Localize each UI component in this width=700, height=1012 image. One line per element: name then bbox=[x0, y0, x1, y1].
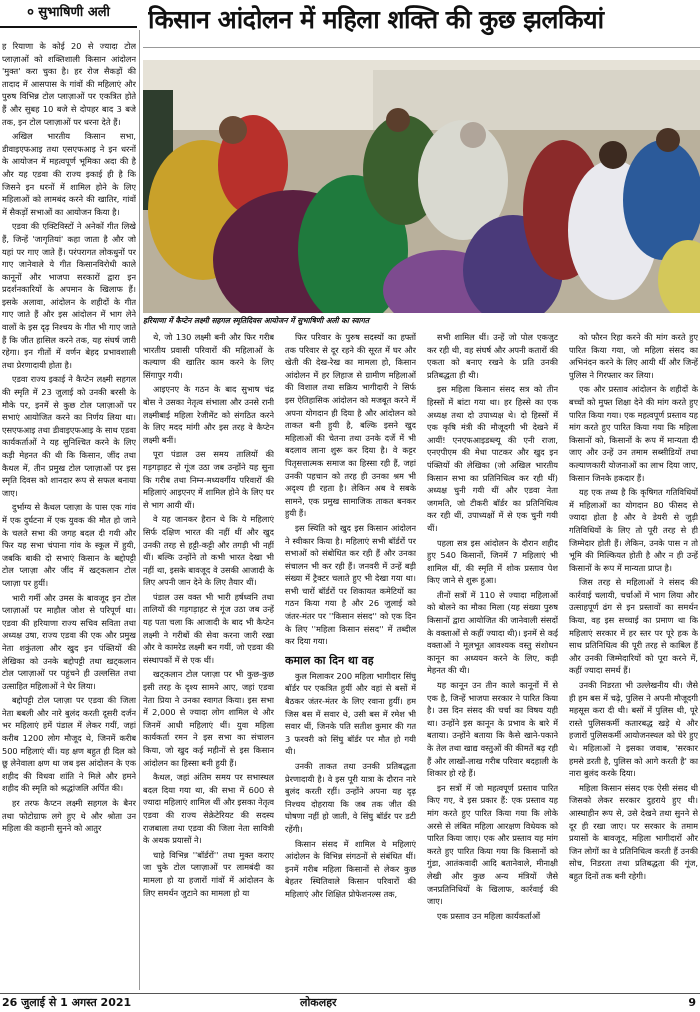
article-paragraph: भारी गर्मी और उमस के बावजूद इन टोल प्लाज़ाओं पर माहौल जोश से परिपूर्ण था। एडवा की हरियाणा राज्य सचिव सविता तथा अध्यक्ष उषा, राज्य एडवा की एक और प्रमुख नेता शकुंतला और खुद इन पंक्तियों की लेखिका को उनके बद्दोपट्टी तथा खट्कलान टोल प्लाज़ाओं पर पहुंचने ही उल्लसित तथा उत्साहित महिलाओं ने घेर लिया। bbox=[2, 592, 136, 691]
article-column-1 bbox=[2, 40, 136, 990]
article-paragraph: पहला सत्र इस आंदोलन के दौरान शहीद हुए 540 किसानों, जिनमें 7 महिलाएं भी शामिल थीं, की स्मृति में शोक प्रस्ताव पेश किए जाने से शुरू हुआ। bbox=[427, 537, 558, 586]
article-paragraph: इस स्थिति को खुद इस किसान आंदोलन ने स्वीकार किया है। महिलाएं सभी बॉर्डरों पर सभाओं को संबोधित कर रही हैं और उनका संचालन भी कर रही हैं। जनवरी में उन्हें बड़ी संख्या में ट्रैक्टर चलाते हुए भी देखा गया था। सभी चारों बॉर्डरों पर शिकायत कमेटियों का गठन किया गया है और 26 जुलाई को जंतर-मंतर पर ''किसान संसद'' को एक दिन के लिए ''महिला किसान संसद'' में तब्दील कर दिया गया। bbox=[285, 522, 416, 647]
article-paragraph: यह कानून उन तीन काले कानूनों में से एक है, जिन्हें भाजपा सरकार ने पारित किया है। उस दिन संसद की चर्चा का विषय यही था। उन्होंने इस कानून के प्रभाव के बारे में बताया। उन्होंने बताया कि कैसे खाने-पकाने के तेल तथा खाद्य वस्तुओं की कीमतें बढ़ रही हैं और लाखों-लाख गरीब परिवार बदहाली के शिकार हो रहे हैं। bbox=[427, 680, 558, 779]
article-paragraph: एक प्रस्ताव उन महिला कार्यकर्ताओं bbox=[437, 910, 541, 921]
article-paragraph: तीनों सत्रों में 110 से ज्यादा महिलाओं को बोलने का मौका मिला (यह संख्या पुरुष किसानों द्वारा आयोजित की जानेवाली संसदों के वक्ताओं से कहीं ज्यादा थी)। इनमें से कई वक्ताओं ने मूलभूत आवश्यक वस्तु संशोधन कानून का अध्ययन करने के लिए, कड़ी मेहनत की थी। bbox=[427, 589, 558, 676]
article-paragraph: उनकी ताकत तथा उनकी प्रतिबद्धता प्रेरणादायी है। वे इस पूरी यात्रा के दौरान नारे बुलंद करती रहीं। उन्होंने अपना यह दृढ़ निश्चय दोहराया कि जब तक जीत की घोषणा नहीं हो जाती, वे सिंघु बॉर्डर पर डटी रहेंगी। bbox=[285, 761, 416, 834]
article-paragraph: खट्कलान टोल प्लाज़ा पर भी कुछ-कुछ इसी तरह के दृश्य सामने आए, जहां एडवा नेता प्रिया ने उनका स्वागत किया। इस सभा में 2,000 से ज्यादा लोग शामिल थे और जिनमें आधी महिलाएं थीं। युवा महिला कार्यकर्ता रमन ने इस सभा का संचालन किया, जो खुद कई महीनों से इस किसान आंदोलन का हिस्सा बनी हुयी हैं। bbox=[143, 669, 274, 768]
article-paragraph: आइएनए के गठन के बाद सुभाष चंद्र बोस ने उसका नेतृत्व संभाला और उनसे रानी लक्ष्मीबाई महिला रेजीमेंट को संगठित करने के लिए मदद मांगी और इस तरह वे कैप्टेन लक्ष्मी बनीं। bbox=[143, 384, 274, 445]
article-paragraph: कैथल, जहां अंतिम समय पर सभास्थल बदल दिया गया था, की सभा में 600 से ज्यादा महिलाएं शामिल थीं और इसका नेतृत्व एडवा की राज्य सेक्रेटेरियट की सदस्य राजबाला तथा एडवा की जिला नेता सावित्री के अथक प्रयासों ने। bbox=[143, 772, 274, 846]
article-paragraph: बद्दोपट्टी टोल प्लाज़ा पर एडवा की जिला नेता बबली और नारे बुलंद करती दूसरी दर्जन भर महिलाएं हमें पंडाल में लेकर गयीं, जहां करीब 1200 लोग मौजूद थे, जिनमें करीब 500 महिलाएं थीं। यह क्षण बहुत ही दिल को छू लेनेवाला क्षण था जब इस आंदोलन के एक शहीद की विधवा शांति ने मिले और हमने शहीद की स्मृति को श्रद्धांजलि अर्पित की। bbox=[2, 695, 136, 794]
column-divider bbox=[139, 30, 140, 990]
publication-name: लोकलहर bbox=[300, 996, 337, 1009]
article-paragraph: जिस तरह से महिलाओं ने संसद की कार्रवाई चलायी, चर्चाओं में भाग लिया और उत्साहपूर्ण ढंग से इन प्रस्तावों का समर्थन किया, वह इस सच्चाई का प्रमाण था कि महिलाएं सरकार में हर स्तर पर पूरे हक के साथ प्रतिनिधित्व की पूरी तरह से काबिल हैं और उनकी जिम्मेदारियों को पूरा करने में, कहीं ज्यादा समर्थ हैं। bbox=[569, 577, 698, 676]
article-paragraph: वे यह जानकर हैरान थे कि ये महिलाएं सिर्फ दक्षिण भारत की नहीं थीं और खुद उनकी तरह से हट्टी-कट्टी और तगड़ी भी नहीं थीं। बल्कि उन्होंने तो कभी भारत देखा भी नहीं था, इसके बावजूद वे उसकी आजादी के लिए अपनी जान देने के लिए तैयार थीं। bbox=[143, 514, 274, 588]
section-label: ० सुभाषिणी अली bbox=[0, 0, 137, 28]
article-paragraph: उनकी निडरता भी उल्लेखनीय थी। जैसे ही हम बस में चढ़े, पुलिस ने अपनी मौजूदगी महसूस करा दी थी। बसों में पुलिस थी, पूरे रास्ते पुलिसकर्मी कतारबद्ध खड़े थे और हजारों पुलिसकर्मी आयोजनस्थल को घेरे हुए थे। महिलाओं ने इसका जवाब, 'सरकार हमसे डरती है, पुलिस को आगे करती है' का नारा बुलंद करके दिया। bbox=[569, 680, 698, 779]
article-paragraph: किसान संसद में शामिल ये महिलाएं आंदोलन के विभिन्न संगठनों से संबंधित थीं। इनमें गरीब महिला किसानों से लेकर कुछ बेहतर स्थितिवाले किसान परिवारों की महिलाएं और शिक्षित प्रोफेशनल्स तक, bbox=[285, 838, 416, 899]
article-paragraph: हर तरफ कैप्टन लक्ष्मी सहगल के बैनर तथा फोटोग्राफ लगे हुए थे और श्रोता उन महिला की कहानी सुनने को आतुर bbox=[2, 798, 136, 834]
headline: किसान आंदोलन में महिला शक्ति की कुछ झलकियां bbox=[148, 5, 604, 34]
article-column-5 bbox=[569, 331, 698, 991]
subheading: कमाल का दिन था वह bbox=[285, 653, 374, 667]
article-paragraph: एडवा राज्य इकाई ने कैप्टेन लक्ष्मी सहगल की स्मृति में 23 जुलाई को उनकी बरसी के मौके पर, इनमें से कुछ टोल प्लाज़ाओं पर सभाएं आयोजित करने का निर्णय लिया था। एसएफआइ तथा डीवाइएफआइ के साथ एडवा कार्यकर्ताओं ने यह सुनिश्चित करने के लिए कड़ी मेहनत की थी कि किसान, जींद तथा कैथल में, तीन प्रमुख टोल प्लाज़ाओं पर इस स्मृति दिवस को शानदार रूप से सफल बनाया जाए। bbox=[2, 374, 136, 498]
article-paragraph: इन सत्रों में जो महत्वपूर्ण प्रस्ताव पारित किए गए, वे इस प्रकार हैं: एक प्रस्ताव यह मांग करते हुए पारित किया गया कि लोके अरसे से लंबित महिला आरक्षण विधेयक को पारित किया जाए। एक और प्रस्ताव यह मांग करते हुए पारित किया गया कि किसानों को गुंडा, आतंकवादी आदि बतानेवाले, मीनाक्षी लेखी और कुछ अन्य मंत्रियों जैसे जनप्रतिनिधियों के खिलाफ, कार्रवाई की जाए। bbox=[427, 782, 558, 907]
issue-date: 26 जुलाई से 1 अगस्त 2021 bbox=[2, 996, 132, 1009]
article-paragraph: कुल मिलाकर 200 महिला भागीदार सिंघु बॉर्डर पर एकत्रित हुयीं और वहां से बसों में बैठकर जंतर-मंतर के लिए रवाना हुयीं। हम जिस बस में सवार थे, उसी बस में रमेश भी सवार थीं, जिनके पति सतीश कुमार की गत 3 फरवरी को सिंघु बॉर्डर पर मौत हो गयी थी। bbox=[285, 670, 416, 757]
article-paragraph: एक और प्रस्ताव आंदोलन के शहीदों के बच्चों को मुफ्त शिक्षा देने की मांग करते हुए पारित किया गया। एक महत्वपूर्ण प्रस्ताव यह मांग करते हुए पारित किया गया कि महिला किसानों को, किसानों के रूप में मान्यता दी जाए और उन्हें उन तमाम सब्सीडियों तथा कल्याणकारी योजनाओं का लाभ दिया जाए, किसान जिनके हकदार हैं। bbox=[569, 384, 698, 483]
news-photo bbox=[143, 60, 700, 313]
article-paragraph: ह रियाणा के कोई 20 से ज्यादा टोल प्लाज़ाओं को शक्तिशाली किसान आंदोलन 'मुक्त' करा चुका है। हर रोज सैकड़ों की तादाद में आसपास के गांवों की महिलाएं और पुरुष विभिन्न टोल प्लाज़ाओं पर एकत्रित होते हैं और सुबह 10 बजे से दोपहर बाद 3 बजे तक, इन टोल प्लाज़ाओं पर धरना देते हैं। bbox=[2, 41, 136, 127]
article-paragraph: थे, जो 130 लक्ष्मी बनी और फिर गरीब भारतीय प्रवासी परिवारों की महिलाओं के कल्याण की खातिर काम करने के लिए सिंगापुर गयी। bbox=[143, 332, 274, 380]
page-number: 9 bbox=[688, 996, 696, 1009]
article-paragraph: चाहे विभिन्न ''बॉर्डरों'' तथा मुक्त कराए जा चुके टोल प्लाज़ाओं पर लामबंदी का मामला हो या हजारों गांवों में आंदोलन के लिए समर्थन जुटाने का मामला हो या bbox=[143, 849, 274, 898]
article-column-3 bbox=[285, 331, 416, 991]
article-paragraph: पंडाल उस वक्त भी भारी हर्षध्वनि तथा तालियों की गड़गड़ाहट से गूंज उठा जब उन्हें यह पता चला कि आजादी के बाद भी कैप्टेन लक्ष्मी ने गरीबों की सेवा करना जारी रखा और वे कामरेड लक्ष्मी बन गयीं, जो एडवा की संस्थापकों में से एक थीं। bbox=[143, 591, 274, 665]
page-footer bbox=[0, 993, 700, 1012]
article-paragraph: को फौरन रिहा करने की मांग करते हुए पारित किया गया, जो महिला संसद का अभिनंदन करने के लिए आयी थीं और जिन्हें पुलिस ने गिरफ्तार कर लिया। bbox=[569, 332, 698, 380]
article-column-2 bbox=[143, 331, 274, 991]
article-paragraph: दुर्भाग्य से कैथल प्लाज़ा के पास एक गांव में एक दुर्घटना में एक युवक की मौत हो जाने के चलते सभा की जगह बदल दी गयी और फिर यह सभा चंपाना गांव के स्कूल में हुयी, जबकि बाकी दो सभाएं किसान के बद्दोपट्टी टोल प्लाज़ा और जींद में खट्कलान टोल प्लाज़ा पर हुयीं। bbox=[2, 502, 136, 588]
article-paragraph: एडवा की एक्टिविस्टों ने अनेकों गीत लिखे हैं, जिन्हें 'जागृतियां' कहा जाता है और जो यहां पर गाए जाते हैं। परंपरागत लोकधुनों पर गाए जानेवाले ये गीत किसानविरोधी काले कानूनों और भाजपा सरकारों द्वारा इन प्रदर्शनकारियों के अपमान के खिलाफ हैं। इसके अलावा, आंदोलन के शहीदों के गीत गाए जाते हैं और इस आंदोलन में भाग लेने वालों के इस दृढ़ निश्चय के गीत भी गाए जाते हैं कि जीत हासिल करने तक, यह संघर्ष जारी रहेगा। इन गीतों में वर्णन बेहद प्रभावशाली तथा प्रेरणादायी होता है। bbox=[2, 221, 136, 370]
photo-caption: हरियाणा में कैप्टेन लक्ष्मी सहगल स्मृतिदिवस आयोजन में सुभाषिणी अली का स्वागत bbox=[143, 316, 369, 325]
article-paragraph: सभी शामिल थीं। उन्हें जो पोल एकजुट कर रही थी, वह संघर्ष और अपनी कतारों की एकता को बनाए रखने के प्रति उनकी प्रतिबद्धता ही थी। bbox=[427, 332, 558, 380]
article-paragraph: पूरा पंडाल उस समय तालियों की गड़गड़ाहट से गूंज उठा जब उन्होंने यह सुना कि गरीब तथा निम्न-मध्यवर्गीय परिवारों की महिलाएं आइएनए में शामिल होने के लिए घर से भाग आयी थीं। bbox=[143, 449, 274, 510]
article-paragraph: फिर परिवार के पुरुष सदस्यों का हफ्तों तक परिवार से दूर रहने की सूरत में घर और खेती की देख-रेख का मामला हो, किसान आंदोलन में हर लिहाज से ग्रामीण महिलाओं की विशाल तथा सक्रिय भागीदारी ने सिर्फ इस ऐतिहासिक आंदोलन को मजबूत करने में अपना योगदान ही दिया है और आंदोलन को ताकत बनी हुयी है, बल्कि इसने खुद महिलाओं की चेतना तथा उनके दर्जे में भी बदलाव लाना शुरू कर दिया है। वे कट्टर पितृसत्तात्मक समाज का हिस्सा रही हैं, जहां उनकी पहचान को तरह ही उनका श्रम भी अदृश्य ही रहता है। लेकिन अब वे सबके सामने, एक प्रमुख सामाजिक ताकत बनकर हुयी हैं। bbox=[285, 332, 416, 519]
article-paragraph: महिला किसान संसद एक ऐसी संसद थी जिसको लेकर सरकार दुहराये हुए थी। आस्थाहीन रूप से, उसे देखने तथा सुनने से दूर ही रखा जाए। पर सरकार के तमाम प्रयासों के बावजूद, महिला भागीदारों और जिन लोगों का वे प्रतिनिधित्व करती हैं उनकी सोच, निडरता तथा प्रतिबद्धता की गूंज, बहुत दिनों तक बनी रहेगी। bbox=[569, 782, 698, 881]
article-paragraph: यह एक तथ्य है कि कृषिगत गतिविधियों में महिलाओं का योगदान 80 फीसद से ज्यादा होता है और वे डेयरी से जुड़ी गतिविधियों के लिए तो पूरी तरह से ही जिम्मेदार होती हैं। लेकिन, उनके पास न तो भूमि की मिल्कियत होती है और न ही उन्हें किसानों के रूप में मान्यता प्राप्त है। bbox=[569, 487, 698, 573]
headline-rule bbox=[143, 47, 700, 48]
article-column-4 bbox=[427, 331, 558, 991]
article-paragraph: अखिल भारतीय किसान सभा, डीवाइएफआइ तथा एसएफआइ ने इन धरनों के आयोजन में महत्वपूर्ण भूमिका अदा की है और यह एडवा की राज्य इकाई ही है कि जिसने इन धरनों में शामिल होने के लिए महिलाओं को लामबंद करने की खातिर, गांवों में सैकड़ों सभाओं का आयोजन किया है। bbox=[2, 131, 136, 217]
article-paragraph: इस महिला किसान संसद सत्र को तीन हिस्सों में बांटा गया था। हर हिस्से का एक अध्यक्ष तथा दो उपाध्यक्ष थे। दो हिस्सों में एक कृषि मंत्री की मौजूदगी भी देखने में आयीं! एनएफआइडब्ल्यू की एनी राजा, एनएपीएम की मेधा पाटकर और खुद इन पंक्तियों की लेखिका (जो अखिल भारतीय किसान सभा का प्रतिनिधित्व कर रही थीं) अध्यक्ष चुनी गयी थीं और एडवा नेता जगमति, जो टीकरी बॉर्डर का प्रतिनिधित्व कर रही थीं, उपाध्यक्षों में से एक चुनी गयी थीं। bbox=[427, 384, 558, 533]
